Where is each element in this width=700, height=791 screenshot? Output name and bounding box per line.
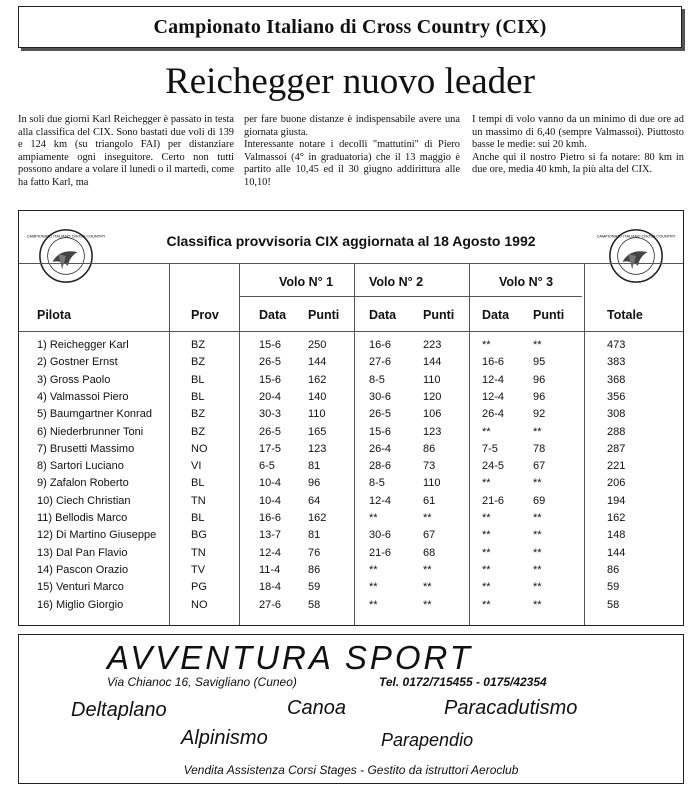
flight-date: ** xyxy=(482,563,491,576)
total-points: 148 xyxy=(607,529,626,542)
flight-date: 16-6 xyxy=(369,339,392,351)
flight-points: ** xyxy=(423,598,432,611)
flight-points: 78 xyxy=(533,442,546,455)
flight-points: ** xyxy=(533,598,542,611)
total-points: 221 xyxy=(607,460,626,473)
advert-address: Via Chianoc 16, Savigliano (Cuneo) xyxy=(107,675,297,689)
flight-points: ** xyxy=(423,512,432,524)
flight-date: 30-6 xyxy=(369,390,392,403)
table-row xyxy=(19,356,683,373)
total-points: 194 xyxy=(607,494,626,507)
total-points: 162 xyxy=(607,512,626,524)
pilot-name: 14) Pascon Orazio xyxy=(37,563,129,576)
total-points: 206 xyxy=(607,477,626,490)
table-row xyxy=(19,547,683,564)
column-header-punti: Punti xyxy=(533,308,565,322)
flight-date: 26-5 xyxy=(369,408,392,421)
article-paragraph: Anche qui il nostro Pietro si fa notare: 80 km in due ore, media 40 kmh, la più alta del CIX. xyxy=(472,151,684,176)
pilot-name: 4) Valmassoi Piero xyxy=(37,390,129,403)
flight-date: 15-6 xyxy=(259,373,282,386)
pilot-name: 7) Brusetti Massimo xyxy=(37,442,135,455)
column-header-punti: Punti xyxy=(423,308,455,322)
table-row xyxy=(19,529,683,546)
flight-points: ** xyxy=(533,425,542,438)
flight-points: 95 xyxy=(533,356,546,369)
flight-points: 106 xyxy=(423,408,442,421)
flight-group-header: Volo N° 1 xyxy=(279,275,334,289)
total-points: 473 xyxy=(607,339,626,351)
pilot-name: 2) Gostner Ernst xyxy=(37,356,118,369)
flight-date: ** xyxy=(369,563,378,576)
article-headline: Reichegger nuovo leader xyxy=(165,61,535,102)
flight-date: 26-4 xyxy=(482,408,505,421)
flight-points: 86 xyxy=(308,563,321,576)
flight-points: 110 xyxy=(423,373,441,386)
flight-date: 10-4 xyxy=(259,477,282,490)
flight-date: 26-4 xyxy=(369,442,392,455)
total-points: 58 xyxy=(607,598,620,611)
advert-footer: Vendita Assistenza Corsi Stages - Gestito da istruttori Aeroclub xyxy=(183,763,519,777)
pilot-name: 8) Sartori Luciano xyxy=(37,460,124,473)
province: NO xyxy=(191,442,208,455)
table-row xyxy=(19,339,683,356)
province: NO xyxy=(191,598,208,611)
advert-activity: Deltaplano xyxy=(71,699,167,721)
flight-points: ** xyxy=(533,546,542,559)
flight-date: ** xyxy=(482,598,491,611)
total-points: 356 xyxy=(607,390,626,403)
pilot-name: 16) Miglio Giorgio xyxy=(37,598,124,611)
flight-date: 30-6 xyxy=(369,529,392,542)
flight-points: 58 xyxy=(308,598,321,611)
flight-points: 120 xyxy=(423,390,442,403)
flight-points: 250 xyxy=(308,339,327,351)
table-row xyxy=(19,477,683,494)
badge-text: CAMPIONATO ITALIANO CROSS COUNTRY xyxy=(26,234,106,239)
flight-points: 76 xyxy=(308,546,321,559)
flight-date: ** xyxy=(482,512,491,524)
province: PG xyxy=(191,581,207,594)
flight-points: 61 xyxy=(423,494,436,507)
article-column-2 xyxy=(244,114,460,190)
flight-points: ** xyxy=(423,581,432,594)
advert-activity: Paracadutismo xyxy=(444,697,578,719)
flight-date: 21-6 xyxy=(369,546,392,559)
column-header-prov: Prov xyxy=(191,308,219,322)
flight-date: 21-6 xyxy=(482,494,505,507)
flight-points: 96 xyxy=(533,390,546,403)
flight-date: 16-6 xyxy=(482,356,505,369)
table-row xyxy=(19,443,683,460)
province: BG xyxy=(191,529,207,542)
flight-date: 15-6 xyxy=(369,425,392,438)
flight-points: 110 xyxy=(423,477,441,490)
province: BZ xyxy=(191,408,206,421)
column-header-data: Data xyxy=(482,308,510,322)
flight-date: 27-6 xyxy=(259,598,282,611)
flight-date: ** xyxy=(482,546,491,559)
article-column-1 xyxy=(18,114,234,190)
column-header-totale: Totale xyxy=(607,308,643,322)
pilot-name: 11) Bellodis Marco xyxy=(37,512,128,524)
table-row xyxy=(19,426,683,443)
flight-points: ** xyxy=(533,477,542,490)
flight-date: 18-4 xyxy=(259,581,282,594)
flight-date: 8-5 xyxy=(369,477,385,490)
flight-points: 73 xyxy=(423,460,436,473)
advert-box xyxy=(18,634,684,784)
table-row xyxy=(19,564,683,581)
article-paragraph: In soli due giorni Karl Reichegger è passato in testa alla classifica del CIX. Sono bastati due voli di 139 e 124 km (su triangolo FAI) per distanziare ampiamente ogni inseguitore. Certo non tutti possono andare a volare il lunedì o il martedì, come ha fatto Karl, ma xyxy=(18,114,234,188)
table-row xyxy=(19,391,683,408)
header-rule xyxy=(19,263,683,264)
table-row xyxy=(19,581,683,598)
flight-points: 162 xyxy=(308,373,327,386)
total-points: 144 xyxy=(607,546,626,559)
flight-date: 12-4 xyxy=(259,546,282,559)
flight-date: ** xyxy=(369,581,378,594)
table-row xyxy=(19,495,683,512)
total-points: 288 xyxy=(607,425,626,438)
pilot-name: 9) Zafalon Roberto xyxy=(37,477,129,490)
pilot-name: 5) Baumgartner Konrad xyxy=(37,408,152,421)
flight-points: ** xyxy=(533,529,542,542)
pilot-name: 15) Venturi Marco xyxy=(37,581,124,594)
table-row xyxy=(19,460,683,477)
column-header-data: Data xyxy=(369,308,397,322)
pilot-name: 1) Reichegger Karl xyxy=(37,339,129,351)
province: TV xyxy=(191,563,206,576)
flight-points: 140 xyxy=(308,390,327,403)
flight-date: 16-6 xyxy=(259,512,282,524)
flight-points: 81 xyxy=(308,460,321,473)
total-points: 59 xyxy=(607,581,620,594)
standings-table xyxy=(18,210,684,626)
flight-date: 26-5 xyxy=(259,356,282,369)
flight-points: 69 xyxy=(533,494,546,507)
total-points: 383 xyxy=(607,356,626,369)
flight-points: 123 xyxy=(423,425,442,438)
flight-points: 81 xyxy=(308,529,321,542)
flight-date: 11-4 xyxy=(259,563,281,576)
flight-date: 17-5 xyxy=(259,442,282,455)
total-points: 86 xyxy=(607,563,620,576)
advert-phone: Tel. 0172/715455 - 0175/42354 xyxy=(379,675,547,689)
flight-date: 28-6 xyxy=(369,460,392,473)
flight-points: 144 xyxy=(423,356,442,369)
flight-date: ** xyxy=(482,477,491,490)
table-row xyxy=(19,408,683,425)
flight-points: 67 xyxy=(423,529,436,542)
flight-points: 64 xyxy=(308,494,321,507)
advert-activity: Alpinismo xyxy=(181,727,268,749)
pilot-name: 6) Niederbrunner Toni xyxy=(37,425,144,438)
province: BZ xyxy=(191,425,206,438)
flight-date: 20-4 xyxy=(259,390,282,403)
flight-date: 7-5 xyxy=(482,442,498,455)
total-points: 308 xyxy=(607,408,626,421)
column-header-pilota: Pilota xyxy=(37,308,72,322)
flight-date: ** xyxy=(369,598,378,611)
flight-date: 15-6 xyxy=(259,339,282,351)
flight-date: 6-5 xyxy=(259,460,275,473)
flight-date: 30-3 xyxy=(259,408,282,421)
flight-date: ** xyxy=(482,529,491,542)
flight-points: ** xyxy=(533,512,542,524)
flight-date: ** xyxy=(482,339,491,351)
flight-points: ** xyxy=(533,563,542,576)
badge-text: CAMPIONATO ITALIANO CROSS COUNTRY xyxy=(596,234,676,239)
flight-points: 96 xyxy=(533,373,546,386)
header-rule xyxy=(19,331,683,332)
table-title: Classifica provvisoria CIX aggiornata al 18 Agosto 1992 xyxy=(166,233,536,249)
flight-points: 92 xyxy=(533,408,546,421)
table-row xyxy=(19,512,683,529)
province: BZ xyxy=(191,356,206,369)
flight-points: 59 xyxy=(308,581,321,594)
pilot-name: 12) Di Martino Giuseppe xyxy=(37,529,157,542)
province: TN xyxy=(191,546,206,559)
series-banner xyxy=(18,6,682,48)
flight-points: 144 xyxy=(308,356,327,369)
province: BL xyxy=(191,512,205,524)
flight-points: ** xyxy=(533,581,542,594)
pilot-name: 10) Ciech Christian xyxy=(37,494,131,507)
article-paragraph: I tempi di volo vanno da un minimo di due ore ad un massimo di 6,40 (sempre Valmassoi). Piuttosto basse le medie: sui 20 kmh. xyxy=(472,114,684,151)
flight-points: 96 xyxy=(308,477,321,490)
province: BZ xyxy=(191,339,206,351)
flight-date: 24-5 xyxy=(482,460,505,473)
province: BL xyxy=(191,390,205,403)
advert-activity: Canoa xyxy=(287,697,346,719)
flight-points: 110 xyxy=(308,408,326,421)
flight-points: ** xyxy=(423,563,432,576)
total-points: 368 xyxy=(607,373,626,386)
flight-date: ** xyxy=(482,425,491,438)
province: TN xyxy=(191,494,206,507)
flight-points: 165 xyxy=(308,425,327,438)
flight-date: 12-4 xyxy=(482,390,505,403)
group-rule xyxy=(239,296,582,297)
flight-points: 68 xyxy=(423,546,436,559)
flight-group-header: Volo N° 3 xyxy=(499,275,554,289)
flight-group-header: Volo N° 2 xyxy=(369,275,424,289)
flight-date: 13-7 xyxy=(259,529,282,542)
article-paragraph: per fare buone distanze è indispensabile avere una giornata giusta. xyxy=(244,114,460,138)
flight-date: ** xyxy=(369,512,378,524)
flight-points: 86 xyxy=(423,442,436,455)
province: BL xyxy=(191,373,205,386)
pilot-name: 13) Dal Pan Flavio xyxy=(37,546,128,559)
table-row xyxy=(19,599,683,616)
flight-points: 162 xyxy=(308,512,327,524)
article-column-3 xyxy=(472,114,684,177)
flight-date: 12-4 xyxy=(482,373,505,386)
flight-points: 223 xyxy=(423,339,442,351)
column-header-punti: Punti xyxy=(308,308,340,322)
column-header-data: Data xyxy=(259,308,287,322)
province: VI xyxy=(191,460,202,473)
table-row xyxy=(19,374,683,391)
article-paragraph: Interessante notare i decolli "mattutini" di Piero Valmassoi (4° in graduatoria) che il 13 maggio è partito alle 10,45 ed il 30 giugno addirittura alle 10,10! xyxy=(244,139,460,188)
advert-title: AVVENTURA SPORT xyxy=(107,639,473,676)
flight-date: 26-5 xyxy=(259,425,282,438)
flight-points: 123 xyxy=(308,442,327,455)
pilot-name: 3) Gross Paolo xyxy=(37,373,111,386)
flight-points: ** xyxy=(533,339,542,351)
flight-points: 67 xyxy=(533,460,546,473)
advert-activity: Parapendio xyxy=(381,730,474,750)
banner-title: Campionato Italiano di Cross Country (CIX) xyxy=(153,15,547,38)
flight-date: ** xyxy=(482,581,491,594)
flight-date: 10-4 xyxy=(259,494,282,507)
flight-date: 27-6 xyxy=(369,356,392,369)
province: BL xyxy=(191,477,205,490)
total-points: 287 xyxy=(607,442,626,455)
flight-date: 12-4 xyxy=(369,494,392,507)
flight-date: 8-5 xyxy=(369,373,385,386)
